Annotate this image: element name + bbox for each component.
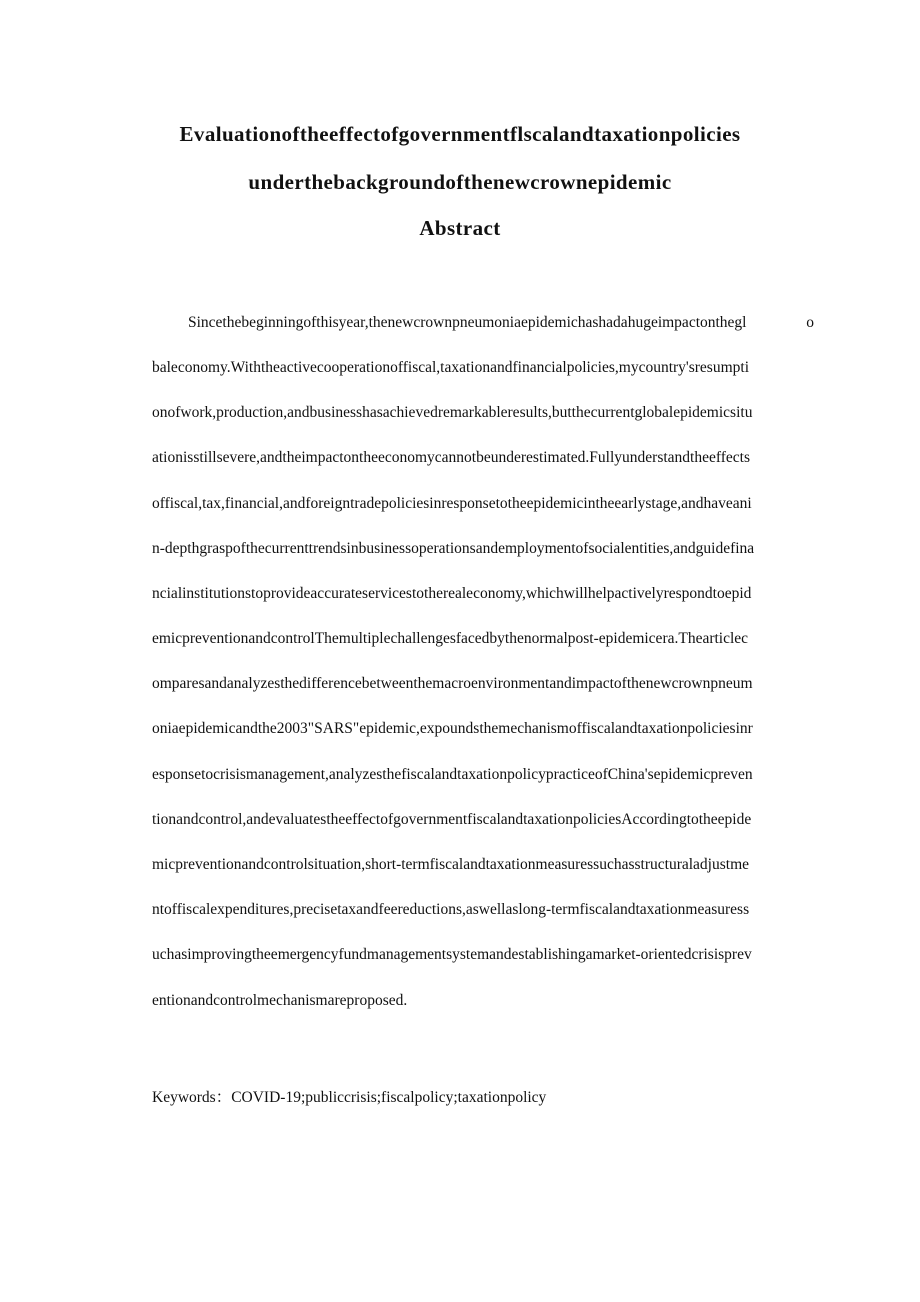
abstract-line: uchasimprovingtheemergencyfundmanagementsystemandestablishingamarket-orientedcrisisprev	[152, 946, 752, 963]
abstract-line: emicpreventionandcontrolThemultiplechallengesfacedbythenormalpost-epidemicera.Thearticlec	[152, 630, 749, 647]
abstract-line: tionandcontrol,andevaluatestheeffectofgovernmentfiscalandtaxationpoliciesAccordingtotheepide	[152, 811, 752, 828]
abstract-line: ncialinstitutionstoprovideaccurateservicestotherealeconomy,whichwillhelpactivelyrespondtoepid	[152, 585, 752, 602]
keywords: Keywords：COVID-19;publiccrisis;fiscalpolicy;taxationpolicy	[152, 1089, 547, 1106]
abstract-line: ntoffiscalexpenditures,precisetaxandfeereductions,aswellaslong-termfiscalandtaxationmeasuress	[152, 901, 750, 918]
abstract-line: esponsetocrisismanagement,analyzesthefiscalandtaxationpolicypracticeofChina'sepidemicpreven	[152, 766, 753, 783]
abstract-line: ationisstillsevere,andtheimpactontheeconomycannotbeunderestimated.Fullyunderstandtheeffects	[152, 449, 750, 466]
abstract-line: entionandcontrolmechanismareproposed.	[152, 992, 408, 1009]
abstract-line: omparesandanalyzesthedifferencebetweenthemacroenvironmentandimpactofthenewcrownpneum	[152, 675, 753, 692]
abstract-line: oniaepidemicandthe2003"SARS"epidemic,expoundsthemechanismoffiscalandtaxationpoliciesinr	[152, 720, 753, 737]
title-line-1: Evaluationoftheeffectofgovernmentflscalandtaxationpolicies	[179, 122, 741, 146]
abstract-line: onofwork,production,andbusinesshasachievedremarkableresults,butthecurrentglobalepidemicsitu	[152, 404, 753, 421]
abstract-line: Sincethebeginningofthisyear,thenewcrownpneumoniaepidemichashadahugeimpactonthegl o	[188, 314, 814, 331]
abstract-line: offiscal,tax,financial,andforeigntradepoliciesinresponsetotheepidemicintheearlystage,andhaveani	[152, 495, 752, 512]
abstract-line: baleconomy.Withtheactivecooperationoffiscal,taxationandfinancialpolicies,mycountry'sresumpti	[152, 359, 749, 376]
abstract-heading: Abstract	[419, 216, 501, 240]
abstract-line: n-depthgraspofthecurrenttrendsinbusinessoperationsandemploymentofsocialentities,andguidefina	[152, 540, 755, 557]
abstract-line: micpreventionandcontrolsituation,short-termfiscalandtaxationmeasuressuchasstructuraladjustme	[152, 856, 749, 873]
title-line-2: underthebackgroundofthenewcrownepidemic	[248, 170, 672, 194]
